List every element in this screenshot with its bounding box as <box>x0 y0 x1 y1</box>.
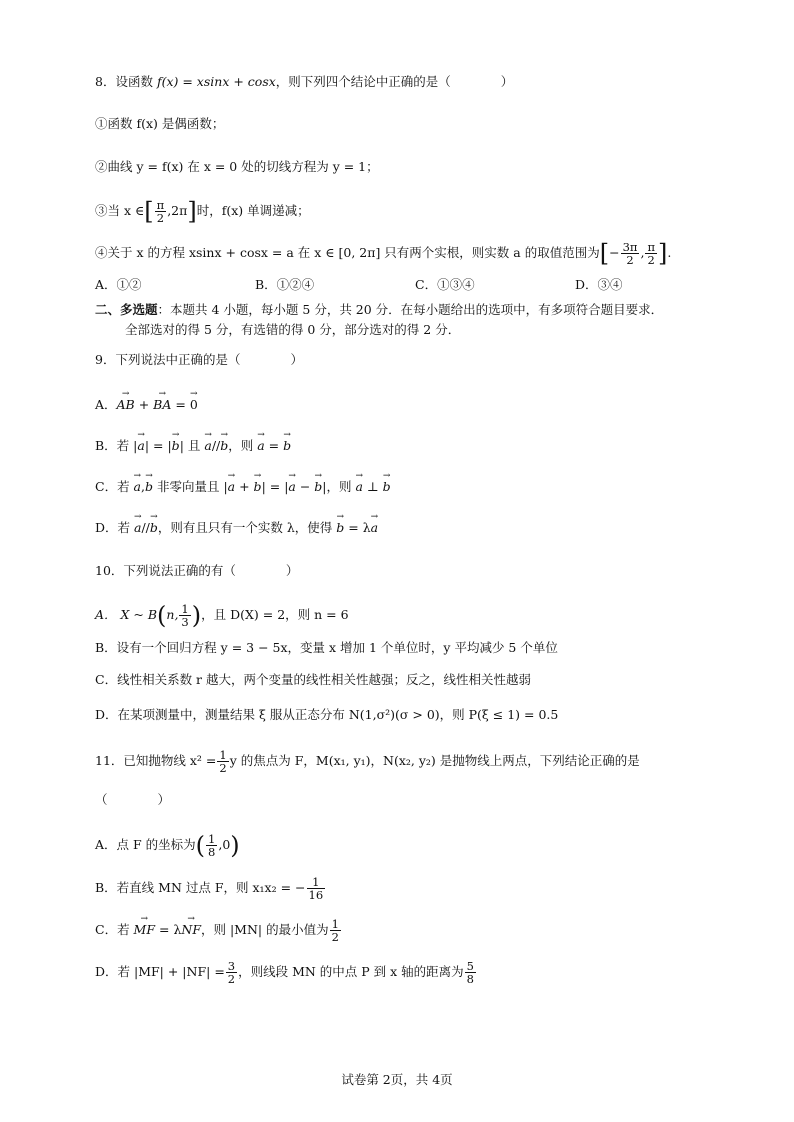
q8-statement-2: ②曲线 y = f(x) 在 x = 0 处的切线方程为 y = 1； <box>95 159 379 174</box>
q11-stem: 11．已知抛物线 x² = $\frac{1}{2}$ y 的焦点为 F，M(x₁, y₁)，N(x₂, y₂) 是抛物线上两点，下列结论正确的是 <box>95 748 640 775</box>
q8-statement-3: ③当 x ∈[ $\frac{\pi}{2}$ ,2π]时，f(x) 单调递减； <box>95 197 310 226</box>
q8-option-c[interactable]: C．①③④ <box>415 277 475 292</box>
q10-option-a[interactable]: A． X ~ B(n, $\frac{1}{3}$ )，且 D(X) = 2，则 n = 6 <box>95 601 349 630</box>
q8-statement-1: ①函数 f(x) 是偶函数； <box>95 116 225 131</box>
q10-option-c[interactable]: C．线性相关系数 r 越大，两个变量的线性相关性越强；反之，线性相关性越弱 <box>95 672 531 687</box>
q8-option-a[interactable]: A．①② <box>95 277 142 292</box>
section-2-desc: 全部选对的得 5 分，有选错的得 0 分，部分选对的得 2 分． <box>125 322 461 337</box>
q8-option-d[interactable]: D．③④ <box>575 277 623 292</box>
q11-option-b[interactable]: B．若直线 MN 过点 F，则 x₁x₂ = − $\frac{1}{16}$ <box>95 875 324 902</box>
q9-option-c[interactable]: C．若 → a,→ b 非零向量且 |→ a + → b| = |→ a − → b|，则 → a ⊥ → b <box>95 479 391 495</box>
q8-stem: 8．设函数 f(x) = xsinx + cosx，则下列四个结论中正确的是（ ） <box>95 74 514 89</box>
q11-answer-paren: （ ） <box>95 792 171 807</box>
q9-stem: 9．下列说法中正确的是（ ） <box>95 352 303 367</box>
q11-option-a[interactable]: A．点 F 的坐标为( $\frac{1}{8}$ ,0) <box>95 831 240 860</box>
q11-option-d[interactable]: D．若 |MF| + |NF| = $\frac{3}{2}$ ，则线段 MN 的中点 P 到 x 轴的距离为 $\frac{5}{8}$ <box>95 959 474 986</box>
q9-option-a[interactable]: A．→ AB + → BA = → 0 <box>95 397 198 413</box>
q8-option-b[interactable]: B．①②④ <box>255 277 315 292</box>
section-2-title: 二、多选题 <box>95 302 158 317</box>
q9-option-d[interactable]: D．若 → a//→ b，则有且只有一个实数 λ，使得 → b = λ→ a <box>95 520 378 536</box>
q8-options <box>95 277 735 293</box>
q11-option-c[interactable]: C．若 → MF = λ→ NF，则 |MN| 的最小值为 $\frac{1}{2}$ <box>95 918 342 943</box>
q8-statement-4: ④关于 x 的方程 xsinx + cosx = a 在 x ∈ [0, 2π] 只有两个实根，则实数 a 的取值范围为[− $\frac{3\pi}{2}$ , $\frac{\pi}{2}$ ]. <box>95 239 672 268</box>
page-footer: 试卷第 2页，共 4页 <box>341 1072 453 1087</box>
q9-option-b[interactable]: B．若 |→ a| = |→ b| 且 → a//→ b，则 → a = → b <box>95 438 291 454</box>
q10-stem: 10．下列说法正确的有（ ） <box>95 563 299 578</box>
section-2-header: 二、多选题：本题共 4 小题，每小题 5 分，共 20 分．在每小题给出的选项中，有多项符合题目要求． <box>95 302 664 317</box>
q10-option-b[interactable]: B．设有一个回归方程 y = 3 − 5x，变量 x 增加 1 个单位时，y 平均减少 5 个单位 <box>95 640 558 655</box>
q10-option-d[interactable]: D．在某项测量中，测量结果 ξ 服从正态分布 N(1,σ²)(σ > 0)，则 P(ξ ≤ 1) = 0.5 <box>95 707 559 722</box>
